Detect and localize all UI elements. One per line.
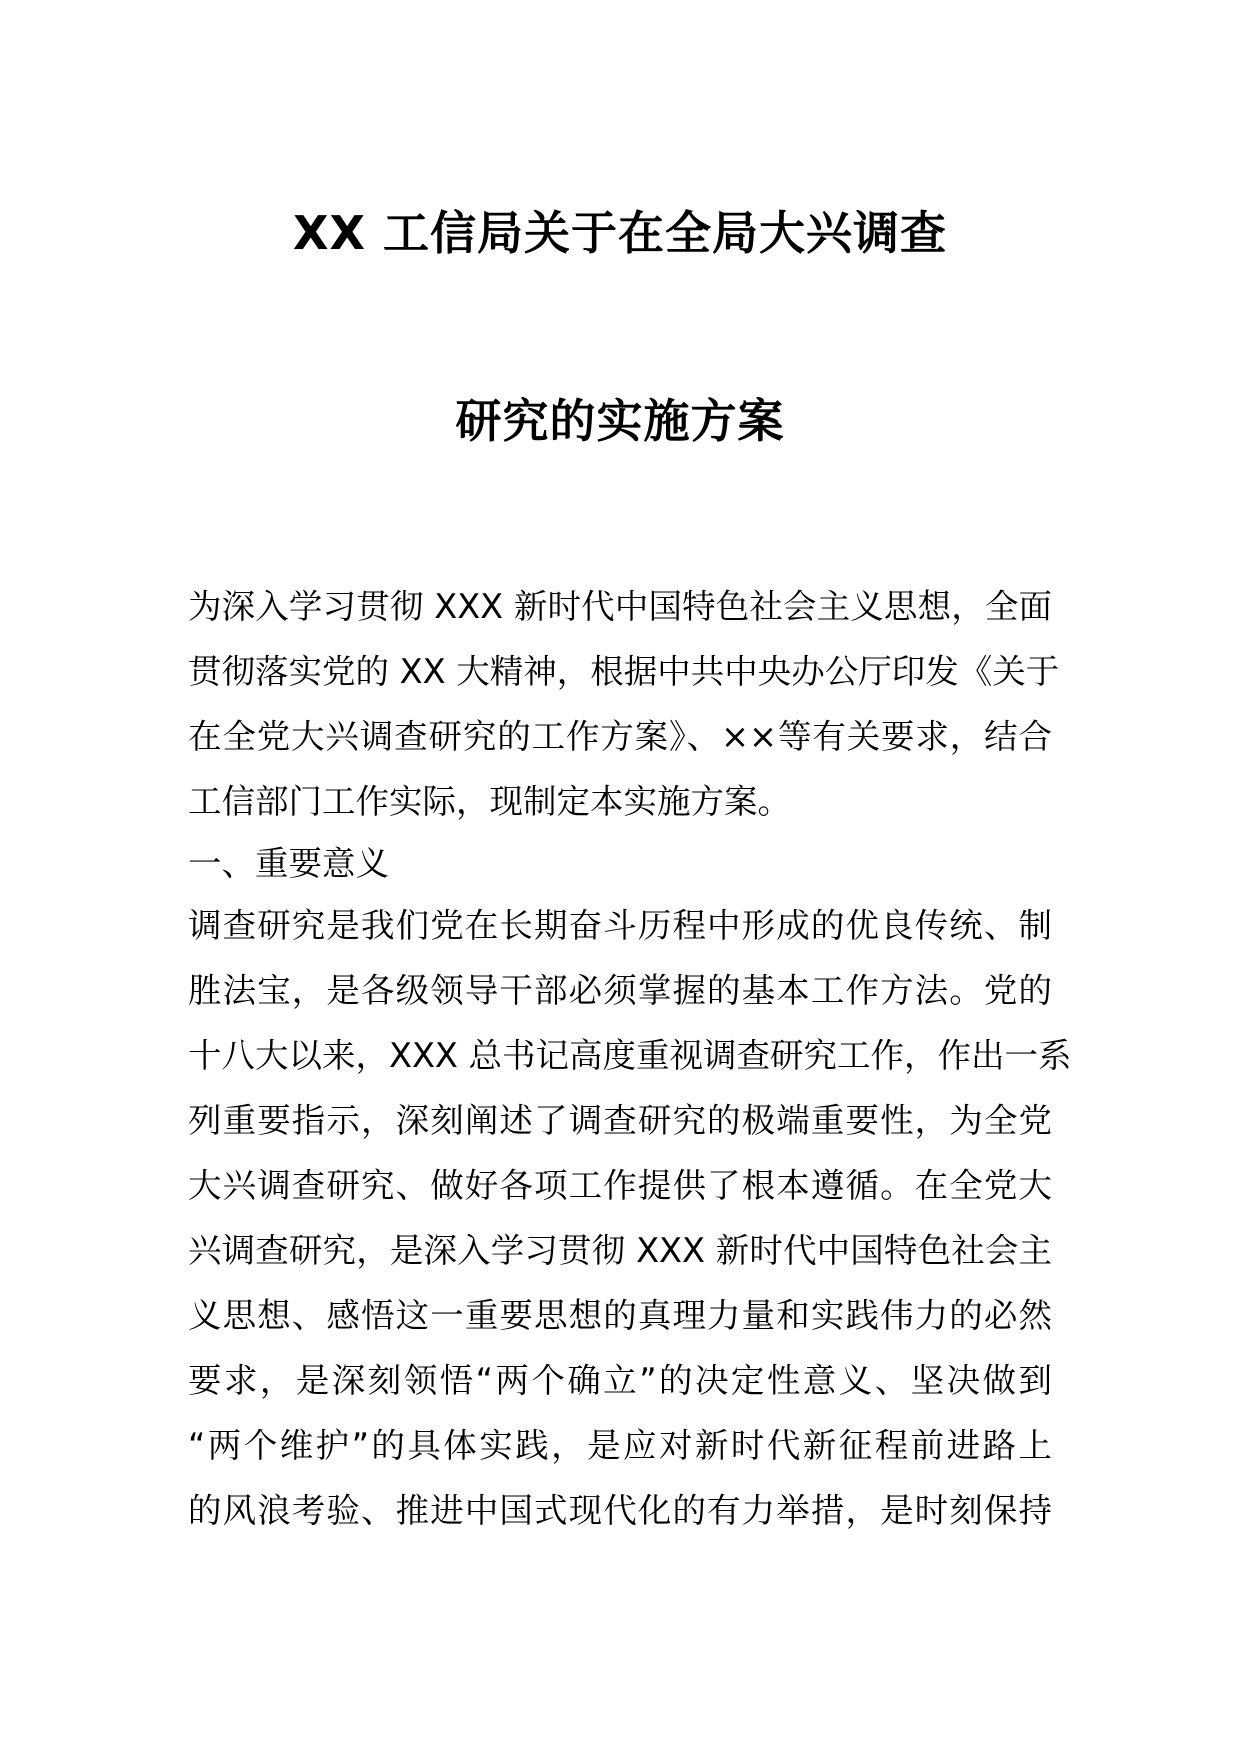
section-paragraph-line-6: 兴调查研究，是深入学习贯彻 XXX 新时代中国特色社会主 xyxy=(188,1231,1052,1270)
section-paragraph-line-5: 大兴调查研究、做好各项工作提供了根本遵循。在全党大 xyxy=(188,1166,1052,1205)
intro-paragraph-line-3: 在全党大兴调查研究的工作方案》、××等有关要求，结合 xyxy=(188,717,1052,756)
document-title-line-1: XX 工信局关于在全局大兴调查 xyxy=(293,206,947,260)
section-paragraph-line-2: 胜法宝，是各级领导干部必须掌握的基本工作方法。党的 xyxy=(188,971,1052,1010)
intro-paragraph-line-2: 贯彻落实党的 XX 大精神，根据中共中央办公厅印发《关于 xyxy=(188,652,1060,691)
section-paragraph-line-3: 十八大以来，XXX 总书记高度重视调查研究工作，作出一系 xyxy=(188,1036,1072,1075)
section-heading: 一、重要意义 xyxy=(188,844,389,883)
section-paragraph-line-1: 调查研究是我们党在长期奋斗历程中形成的优良传统、制 xyxy=(188,906,1052,945)
section-paragraph-line-9: “两个维护”的具体实践，是应对新时代新征程前进路上 xyxy=(188,1426,1052,1465)
intro-paragraph-line-1: 为深入学习贯彻 XXX 新时代中国特色社会主义思想，全面 xyxy=(188,587,1052,626)
intro-paragraph-line-4: 工信部门工作实际，现制定本实施方案。 xyxy=(188,782,791,821)
document-title-line-2: 研究的实施方案 xyxy=(455,394,785,448)
section-paragraph-line-4: 列重要指示，深刻阐述了调查研究的极端重要性，为全党 xyxy=(188,1101,1052,1140)
section-paragraph-line-7: 义思想、感悟这一重要思想的真理力量和实践伟力的必然 xyxy=(188,1296,1052,1335)
section-paragraph-line-10: 的风浪考验、推进中国式现代化的有力举措，是时刻保持 xyxy=(188,1491,1052,1530)
section-paragraph-line-8: 要求，是深刻领悟“两个确立”的决定性意义、坚决做到 xyxy=(188,1361,1052,1400)
